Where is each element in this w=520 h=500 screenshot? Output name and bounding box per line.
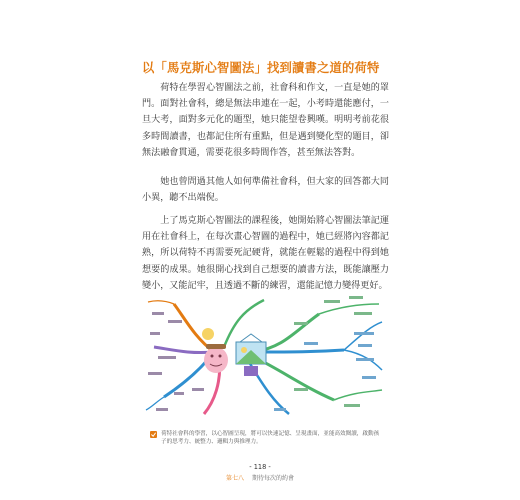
paragraph-1-text: 荷特在學習心智圖法之前，社會科和作文，一直是她的罩門。面對社會科，總是無法串連在一起，小考時還能應付，一旦大考，面對多元化的題型，她只能望卷興嘆。明明考前花很多時間讀書，也都記住所有重點，但是遇到變化型的題目，卻無法融會貫通，需要花很多時間作答，甚至無法答對。: [142, 83, 389, 158]
mind-map-illustration: [144, 292, 384, 422]
paragraph-1: [142, 80, 389, 161]
paragraph-2: [142, 174, 389, 206]
section-heading: 以「馬克斯心智圖法」找到讀書之道的荷特: [142, 61, 380, 75]
paragraph-2-text: 她也曾問過其他人如何準備社會科，但大家的回答都大同小異，聽不出端倪。: [142, 177, 389, 204]
chapter-label: 第七八: [226, 475, 245, 482]
paragraph-3: [142, 213, 389, 294]
caption-text: 荷特社會科的學習，以心智圖呈現，將可以快速記憶、呈現畫面，並能高效閱讀，啟動孩子的思考力、統整力、邏輯力與推理力。: [161, 431, 380, 445]
page-number: - 118 -: [249, 463, 271, 471]
running-footer: [0, 473, 520, 482]
caption-bullet-icon: [150, 431, 157, 438]
paragraph-3-text: 上了馬克斯心智圖法的課程後，她開始將心智圖法筆記運用在社會科上，在每次畫心智圖的過程中，她已經將內容都記熟，所以荷特不再需要死記硬背，就能在輕鬆的過程中得到她想要的成果。她很開心找到自己想要的讀書方法，既能讓壓力變小，又能記牢，且透過不斷的練習，還能記憶力變得更好。: [142, 216, 389, 291]
chapter-title: 期待每次的約會: [251, 475, 294, 482]
figure-caption: [150, 430, 382, 446]
